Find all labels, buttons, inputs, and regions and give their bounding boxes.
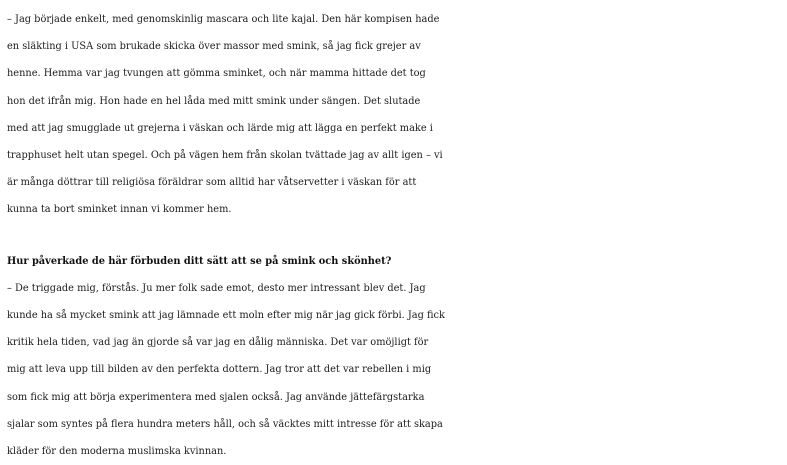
text-line: är många döttrar till religiösa föräldrar som alltid har våtservetter i väskan för att (7, 177, 417, 189)
text-line: kunna ta bort sminket innan vi kommer hem. (7, 204, 232, 216)
text-line: med att jag smugglade ut grejerna i väskan och lärde mig att lägga en perfekt make i (7, 122, 433, 134)
interview-question: Hur påverkade de här förbuden ditt sätt att se på smink och skönhet? (7, 255, 392, 267)
text-line: kunde ha så mycket smink att jag lämnade ett moln efter mig när jag gick förbi. Jag fick (7, 310, 445, 322)
text-line: hon det ifrån mig. Hon hade en hel låda med mitt smink under sängen. Det slutade (7, 95, 421, 107)
text-line: – De triggade mig, förstås. Ju mer folk sade emot, desto mer intressant blev det. Jag (7, 282, 426, 294)
interview-block-2 (7, 248, 787, 465)
text-line: som fick mig att börja experimentera med sjalen också. Jag använde jättefärgstarka (7, 391, 425, 403)
text-line: trapphuset helt utan spegel. Och på vägen hem från skolan tvättade jag av allt igen – vi (7, 150, 443, 162)
paragraph-spacer (7, 224, 787, 248)
answer-paragraph-1 (7, 6, 787, 224)
text-line: henne. Hemma var jag tvungen att gömma sminket, och när mamma hittade det tog (7, 68, 426, 80)
text-line: kritik hela tiden, vad jag än gjorde så var jag en dålig människa. Det var omöjligt för (7, 337, 429, 349)
text-line: – Jag började enkelt, med genomskinlig mascara och lite kajal. Den här kompisen hade (7, 14, 440, 25)
text-line: mig att leva upp till bilden av den perfekta dottern. Jag tror att det var rebellen i mig (7, 364, 432, 376)
text-line: kläder för den moderna muslimska kvinnan. (7, 446, 227, 458)
text-line: sjalar som syntes på flera hundra meters håll, och så väcktes mitt intresse för att skapa (7, 418, 443, 430)
text-line: en släkting i USA som brukade skicka över massor med smink, så jag fick grejer av (7, 41, 421, 53)
